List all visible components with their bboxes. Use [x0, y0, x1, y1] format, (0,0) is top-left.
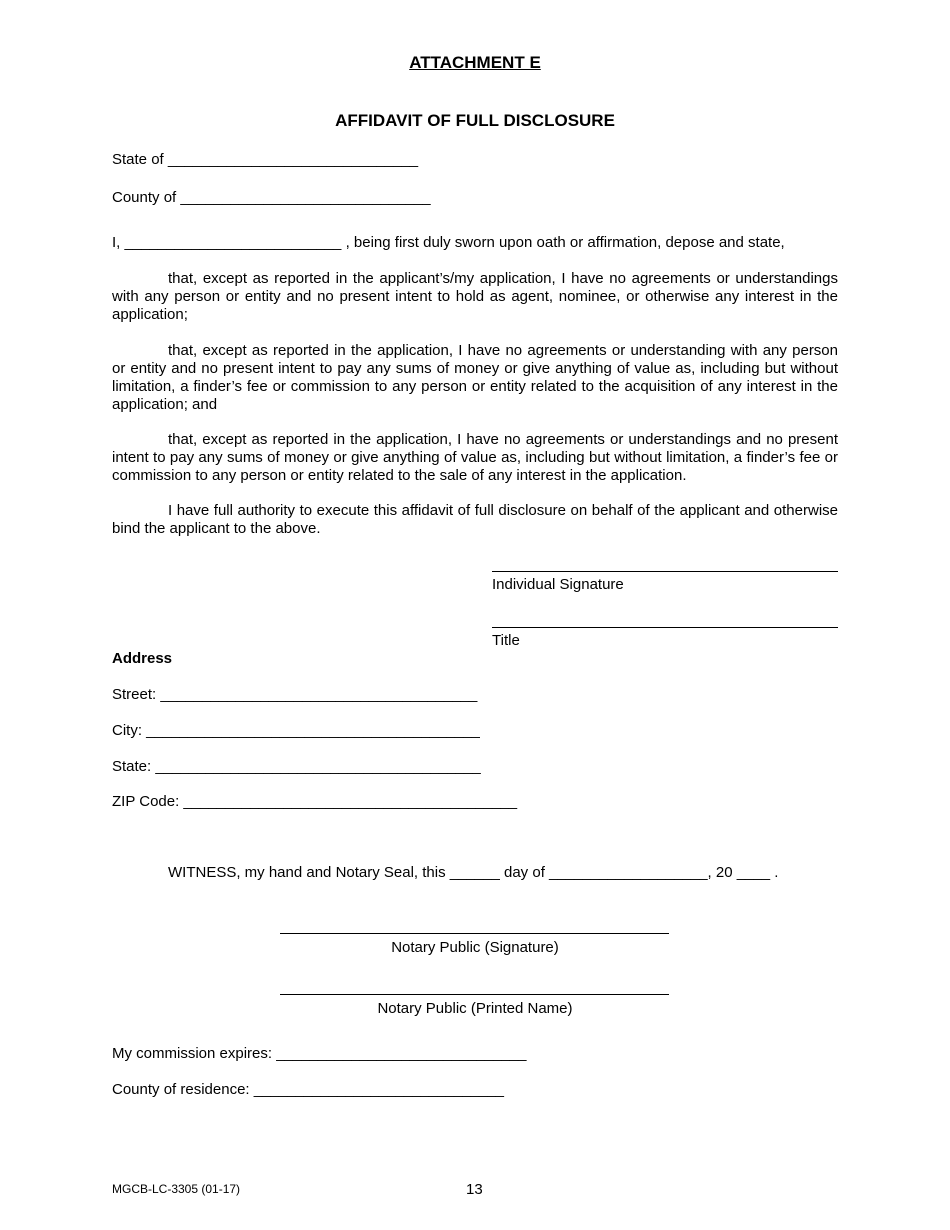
- notary-signature-line[interactable]: [280, 933, 669, 934]
- individual-signature-label: Individual Signature: [492, 576, 624, 593]
- notary-signature-label: Notary Public (Signature): [391, 939, 559, 956]
- page-title: AFFIDAVIT OF FULL DISCLOSURE: [335, 111, 615, 130]
- commission-expires-field[interactable]: My commission expires: ______________________________: [112, 1045, 527, 1062]
- paragraph-3: that, except as reported in the application, I have no agreements or understandings and no present intent to pay any sums of money or give anything of value as, including but without limitation, a finder’s fee or commission to any person or entity related to the sale of any interest in the application.: [112, 431, 838, 484]
- zip-code-field[interactable]: ZIP Code: ________________________________________: [112, 793, 518, 810]
- street-field[interactable]: Street: ______________________________________: [112, 686, 478, 703]
- title-label: Title: [492, 632, 520, 649]
- paragraph-1: that, except as reported in the applicant’s/my application, I have no agreements or understandings with any person or entity and no present intent to hold as agent, nominee, or otherwise any interest in the application;: [112, 270, 838, 323]
- oath-line[interactable]: I, __________________________ , being first duly sworn upon oath or affirmation, depose and state,: [112, 234, 785, 251]
- individual-signature-line[interactable]: [492, 571, 838, 572]
- state-of-field[interactable]: State of ______________________________: [112, 151, 419, 168]
- witness-line[interactable]: WITNESS, my hand and Notary Seal, this ______ day of ___________________, 20 ____ .: [168, 864, 779, 881]
- city-field[interactable]: City: ________________________________________: [112, 722, 480, 739]
- county-of-residence-field[interactable]: County of residence: ______________________________: [112, 1081, 505, 1098]
- paragraph-4: I have full authority to execute this affidavit of full disclosure on behalf of the applicant and otherwise bind the applicant to the above.: [112, 502, 838, 537]
- attachment-heading: ATTACHMENT E: [409, 53, 541, 72]
- notary-printed-name-label: Notary Public (Printed Name): [377, 1000, 573, 1017]
- page-number: 13: [466, 1181, 483, 1198]
- paragraph-2: that, except as reported in the application, I have no agreements or understanding with any person or entity and no present intent to pay any sums of money or give anything of value as, including but without limitation, a finder’s fee or commission to any person or entity related to the acquisition of any interest in the application; and: [112, 342, 838, 413]
- form-code: MGCB-LC-3305 (01-17): [112, 1182, 241, 1196]
- county-of-field[interactable]: County of ______________________________: [112, 189, 431, 206]
- title-signature-line[interactable]: [492, 627, 838, 628]
- state-field[interactable]: State: _______________________________________: [112, 758, 481, 775]
- address-heading: Address: [112, 650, 173, 667]
- notary-printed-name-line[interactable]: [280, 994, 669, 995]
